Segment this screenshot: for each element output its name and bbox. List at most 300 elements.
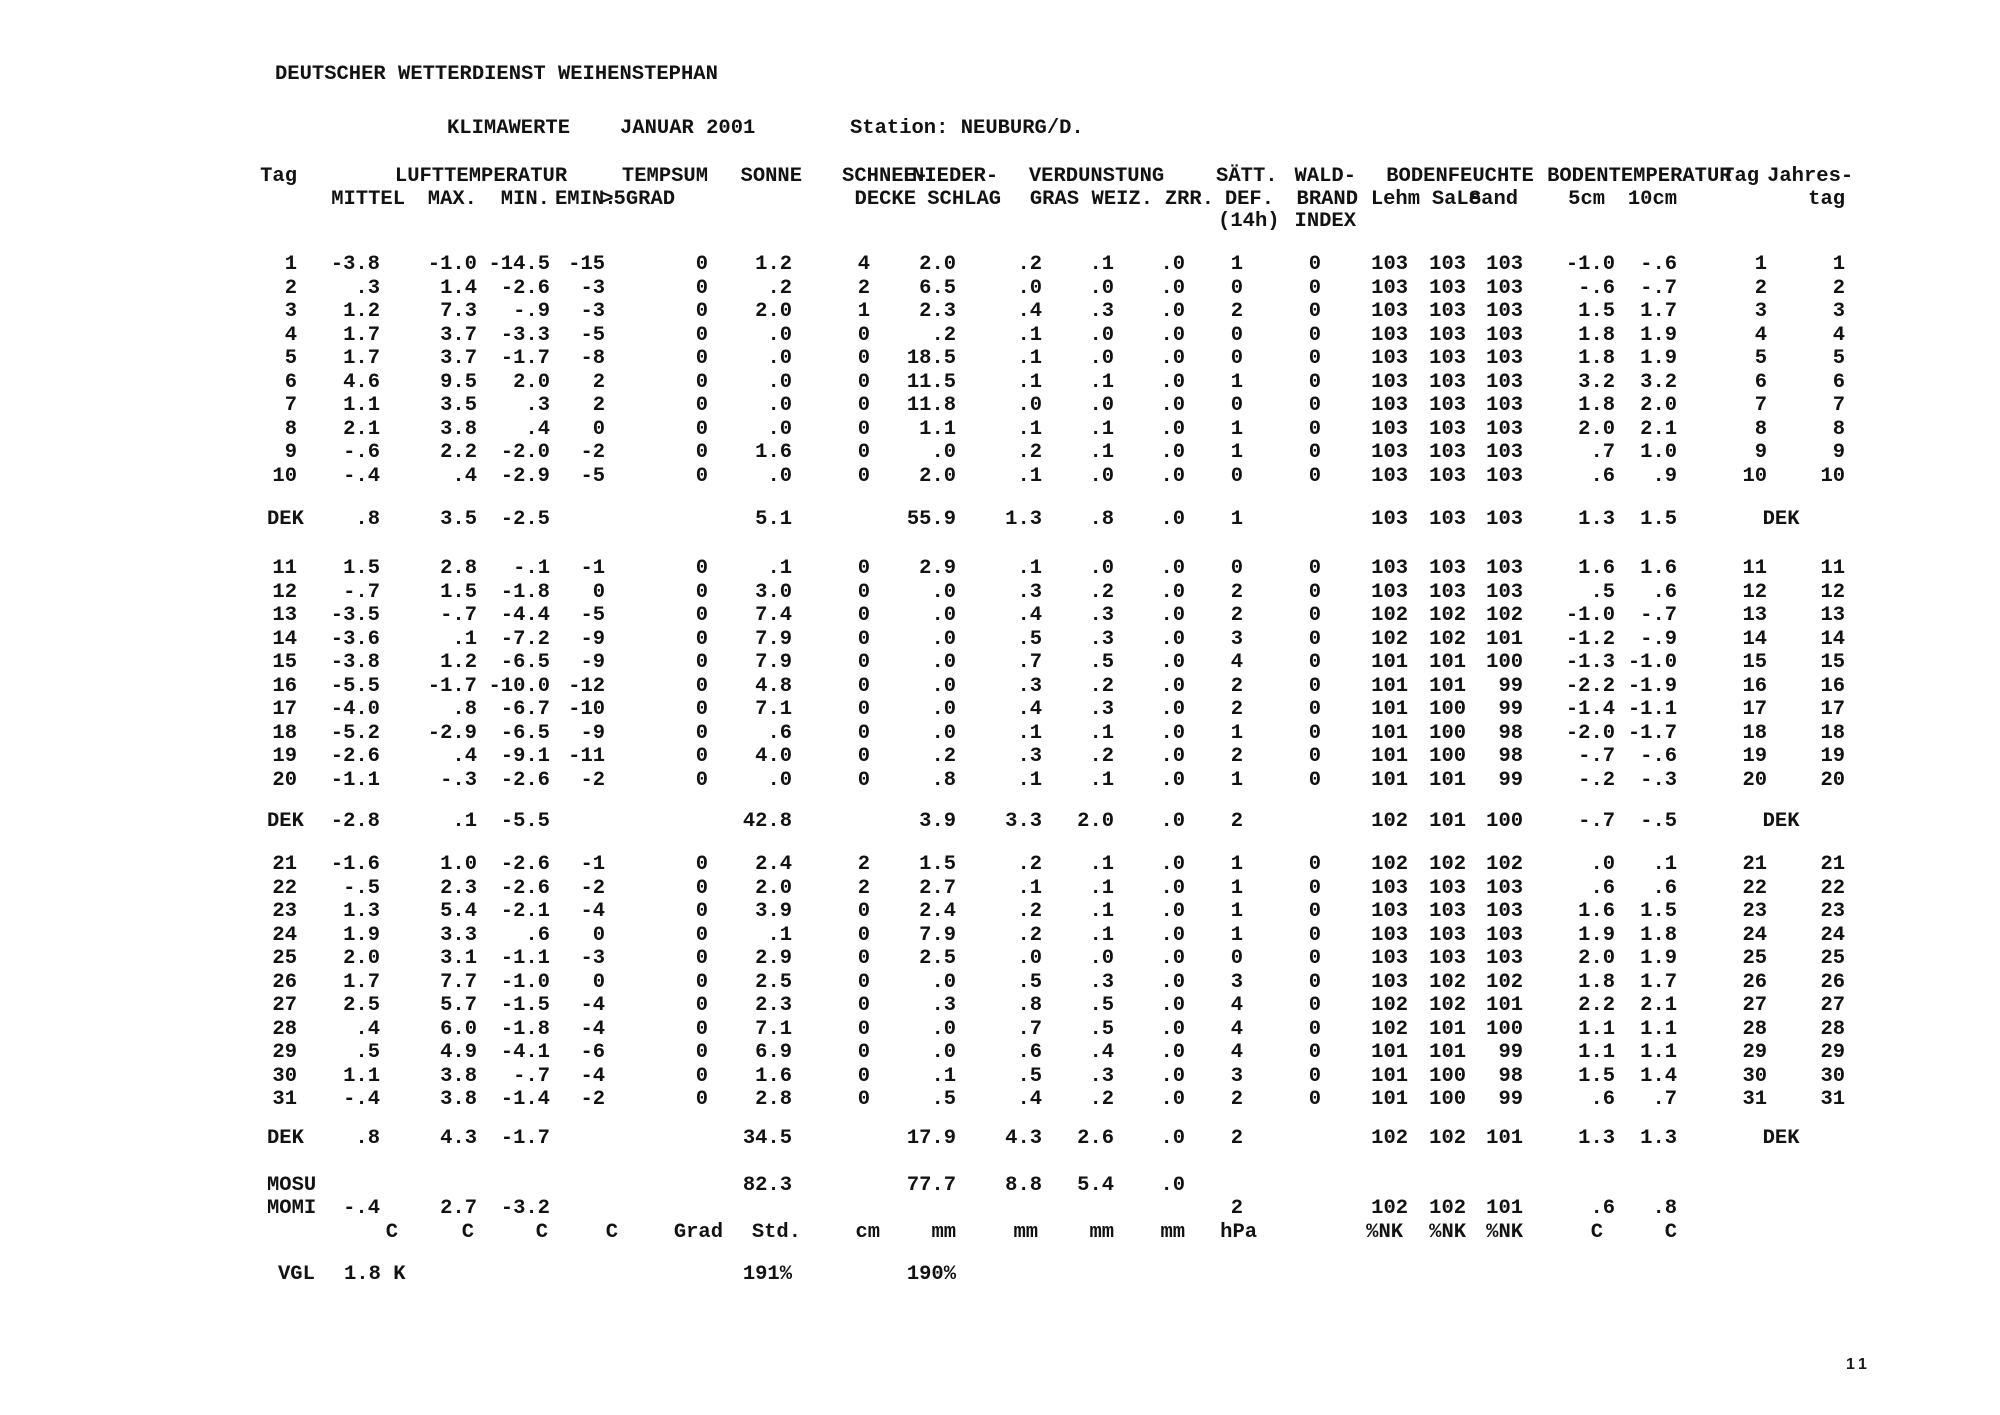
cell: 0 xyxy=(1308,1017,1322,1041)
cell: 27 xyxy=(1742,994,1768,1017)
cell xyxy=(550,810,605,834)
cell: 6.5 xyxy=(919,276,957,300)
cell: -.9 xyxy=(513,300,550,323)
col-header-schlag: SCHLAG xyxy=(927,188,1002,211)
cell: .0 xyxy=(767,464,793,488)
col-header-saettigungsdefizit: SÄTT. xyxy=(1216,165,1278,188)
cell: -.3 xyxy=(440,768,477,792)
cell: 22 xyxy=(272,876,297,900)
cell: 101 xyxy=(1371,698,1409,721)
cell: .5 xyxy=(931,1088,957,1111)
cell: 0 xyxy=(695,347,709,370)
cell xyxy=(1466,1263,1523,1287)
cell: 0 xyxy=(1308,627,1322,651)
cell: 0 xyxy=(1308,970,1322,994)
cell: -6.5 xyxy=(500,651,550,674)
cell: cm xyxy=(855,1220,881,1244)
cell: .0 xyxy=(1160,557,1186,580)
cell: 1.1 xyxy=(343,394,380,417)
cell: 1.8 xyxy=(1578,394,1616,417)
cell: .6 xyxy=(1652,876,1678,900)
table-row-dek2 xyxy=(216,810,1845,834)
cell: 103 xyxy=(1486,394,1524,417)
cell: -1.7 xyxy=(1627,721,1678,745)
cell: -15 xyxy=(568,253,606,276)
cell: 103 xyxy=(1371,464,1409,488)
col-header-tempsum: TEMPSUM xyxy=(621,165,709,188)
cell: 0 xyxy=(1308,1088,1322,1111)
cell: 2.9 xyxy=(755,947,793,970)
cell: 30 xyxy=(272,1064,297,1088)
cell: 3 xyxy=(1230,970,1244,994)
cell: 3.5 xyxy=(440,508,477,531)
cell: 98 xyxy=(1498,1064,1524,1088)
cell: 103 xyxy=(1371,300,1409,323)
cell: MOSU xyxy=(267,1173,317,1197)
cell: 42.8 xyxy=(742,810,793,833)
cell: .1 xyxy=(1652,853,1678,876)
cell: 0 xyxy=(1308,651,1322,674)
cell: 103 xyxy=(1371,441,1409,464)
cell: 1.8 xyxy=(1578,323,1616,347)
cell: 103 xyxy=(1429,580,1467,604)
cell: 17.9 xyxy=(906,1127,957,1150)
cell: .8 xyxy=(355,1127,380,1150)
cell: 103 xyxy=(1429,253,1467,276)
cell: .4 xyxy=(525,417,550,441)
cell: 26 xyxy=(272,970,297,994)
cell: DEK xyxy=(1762,810,1800,833)
cell xyxy=(1321,1263,1408,1287)
spacer-row xyxy=(216,834,1845,854)
cell xyxy=(1677,1197,1767,1221)
cell xyxy=(792,1174,870,1198)
cell: 102 xyxy=(1371,994,1409,1017)
cell: 1.1 xyxy=(1640,1041,1678,1064)
cell: 24 xyxy=(1820,923,1846,947)
cell: .2 xyxy=(1017,900,1043,923)
cell: -1.0 xyxy=(1627,651,1678,674)
cell: .0 xyxy=(931,970,957,994)
cell: 100 xyxy=(1486,810,1524,833)
cell: .1 xyxy=(1089,721,1115,745)
cell: -.7 xyxy=(1578,745,1616,768)
cell: 26 xyxy=(1742,970,1768,994)
cell: 8.8 xyxy=(1005,1173,1043,1197)
cell: .0 xyxy=(1160,508,1186,531)
cell: .6 xyxy=(1652,580,1678,604)
cell: .2 xyxy=(1089,674,1115,698)
cell: .0 xyxy=(1089,347,1115,370)
cell: -.7 xyxy=(1640,604,1678,627)
cell xyxy=(1114,1263,1185,1287)
cell: 103 xyxy=(1371,370,1409,394)
table-row-vgl xyxy=(216,1263,1845,1287)
cell xyxy=(1185,1263,1243,1287)
col-header-max: MAX. xyxy=(427,188,477,211)
cell: 0 xyxy=(695,417,709,441)
spacer-row xyxy=(216,1151,1845,1174)
cell: 1 xyxy=(1230,417,1244,441)
cell: -2.6 xyxy=(500,853,550,876)
cell: 31 xyxy=(1820,1088,1846,1111)
cell: .0 xyxy=(1160,441,1186,464)
cell: -2.9 xyxy=(500,464,550,488)
cell: .3 xyxy=(931,994,957,1017)
cell: 3.8 xyxy=(440,417,477,441)
cell: -.5 xyxy=(1640,810,1678,833)
cell: 1.9 xyxy=(1640,323,1678,347)
cell: 0 xyxy=(695,604,709,627)
header-spacer xyxy=(1677,189,1767,211)
cell: 6 xyxy=(284,370,297,394)
cell xyxy=(1767,1221,1845,1245)
cell: 0 xyxy=(1308,417,1322,441)
table-row-d27 xyxy=(216,994,1845,1018)
cell: .1 xyxy=(1017,557,1043,580)
cell: 102 xyxy=(1371,810,1409,833)
col-header-tag: Tag xyxy=(260,165,297,188)
cell: 3.8 xyxy=(440,1064,477,1088)
cell: 7 xyxy=(1832,394,1846,417)
cell: .5 xyxy=(1089,1017,1115,1041)
cell xyxy=(550,1197,605,1221)
cell xyxy=(605,810,708,834)
cell: .0 xyxy=(1089,276,1115,300)
cell: 1.5 xyxy=(919,853,957,876)
col-header-10cm: 10cm xyxy=(1627,188,1678,211)
cell: 3.2 xyxy=(1578,370,1616,394)
cell: 0 xyxy=(695,994,709,1017)
cell: 1.3 xyxy=(343,900,380,923)
cell: 103 xyxy=(1486,876,1524,900)
cell: .2 xyxy=(1017,441,1043,464)
cell: -9 xyxy=(580,721,606,745)
cell: 7.1 xyxy=(755,698,793,721)
cell: DEK xyxy=(1762,508,1800,531)
col-header-5cm: 5cm xyxy=(1568,188,1606,211)
cell: -9 xyxy=(580,627,606,651)
cell: .2 xyxy=(1017,853,1043,876)
cell: 21 xyxy=(1742,853,1768,876)
cell: mm xyxy=(931,1220,957,1244)
cell: 101 xyxy=(1371,1041,1409,1064)
cell: 0 xyxy=(695,853,709,876)
cell xyxy=(1243,1127,1321,1151)
cell: .3 xyxy=(1089,300,1115,323)
cell: 101 xyxy=(1371,745,1409,768)
cell: -2.6 xyxy=(500,276,550,300)
cell: 103 xyxy=(1429,900,1467,923)
table-row-d9 xyxy=(216,441,1845,465)
cell: 8 xyxy=(284,417,297,441)
cell: -.4 xyxy=(343,1197,380,1220)
cell: 103 xyxy=(1486,347,1524,370)
cell: 100 xyxy=(1429,721,1467,745)
cell xyxy=(1408,1263,1466,1287)
cell: 0 xyxy=(1308,580,1322,604)
cell xyxy=(1243,508,1321,532)
cell: 0 xyxy=(1308,853,1322,876)
cell: 0 xyxy=(695,580,709,604)
cell: 103 xyxy=(1429,464,1467,488)
cell: 12 xyxy=(1742,580,1768,604)
cell: 1 xyxy=(1230,900,1244,923)
cell: .3 xyxy=(1017,580,1043,604)
cell: 0 xyxy=(1308,994,1322,1017)
cell: 9.5 xyxy=(440,370,477,394)
cell: .0 xyxy=(1089,464,1115,488)
cell: .0 xyxy=(1160,674,1186,698)
cell: .1 xyxy=(1089,853,1115,876)
cell: 21 xyxy=(272,853,297,876)
col-header-14h: (14h) xyxy=(1218,210,1280,233)
cell: 6 xyxy=(1832,370,1846,394)
cell: 15 xyxy=(1820,651,1846,674)
cell: 0 xyxy=(857,1088,871,1111)
cell: 5.4 xyxy=(440,900,477,923)
cell: .8 xyxy=(1089,508,1115,531)
cell: 1 xyxy=(1230,508,1244,531)
cell: 0 xyxy=(1230,557,1244,580)
cell: .0 xyxy=(1160,1127,1186,1150)
cell: 100 xyxy=(1429,1088,1467,1111)
cell: 1 xyxy=(1230,721,1244,745)
cell: 1.7 xyxy=(1640,970,1678,994)
cell: .8 xyxy=(931,768,957,792)
cell: hPa xyxy=(1220,1220,1258,1244)
cell: -.6 xyxy=(1640,745,1678,768)
cell: 4 xyxy=(1230,1041,1244,1064)
cell: 103 xyxy=(1371,876,1409,900)
cell: 9 xyxy=(1754,441,1768,464)
col-header-index: INDEX xyxy=(1294,210,1357,233)
cell: 0 xyxy=(1308,1041,1322,1064)
cell: 101 xyxy=(1429,1041,1467,1064)
cell: 103 xyxy=(1486,323,1524,347)
cell: 1.9 xyxy=(1640,347,1678,370)
cell: 1.4 xyxy=(1640,1064,1678,1088)
cell: .0 xyxy=(1160,300,1186,323)
cell: 0 xyxy=(695,1088,709,1111)
cell: 0 xyxy=(857,721,871,745)
cell: 2.0 xyxy=(1640,394,1678,417)
cell: 1.1 xyxy=(1578,1041,1616,1064)
cell: 0 xyxy=(1308,441,1322,464)
cell: 15 xyxy=(272,651,297,674)
cell: 2 xyxy=(592,370,606,394)
cell: .1 xyxy=(1089,876,1115,900)
cell: 14 xyxy=(272,627,297,651)
cell xyxy=(792,1197,870,1221)
col-header-mittel: MITTEL xyxy=(331,188,405,211)
cell: 101 xyxy=(1429,651,1467,674)
cell: -1.1 xyxy=(500,947,550,970)
cell: 1.3 xyxy=(1578,508,1616,531)
cell: 103 xyxy=(1486,417,1524,441)
cell: 190% xyxy=(906,1262,957,1286)
cell: .0 xyxy=(1160,627,1186,651)
cell xyxy=(605,1263,708,1287)
col-header-def: DEF. xyxy=(1224,188,1275,211)
spacer xyxy=(216,488,1845,508)
table-row-dek1 xyxy=(216,508,1845,532)
cell: 4 xyxy=(1754,323,1768,347)
cell: 1.5 xyxy=(1640,900,1678,923)
cell: 2.0 xyxy=(1077,810,1115,833)
cell: .0 xyxy=(931,604,957,627)
cell: 0 xyxy=(695,1041,709,1064)
cell: 14 xyxy=(1820,627,1846,651)
cell: 1 xyxy=(284,253,297,276)
cell: .0 xyxy=(1160,1064,1186,1088)
cell: .0 xyxy=(1160,347,1186,370)
cell: 0 xyxy=(1308,900,1322,923)
cell: 1 xyxy=(1230,441,1244,464)
cell: 103 xyxy=(1486,923,1524,947)
cell: .7 xyxy=(1590,441,1616,464)
cell: .1 xyxy=(1017,876,1043,900)
cell: .0 xyxy=(1160,1088,1186,1111)
cell: -4.1 xyxy=(500,1041,550,1064)
cell: .9 xyxy=(1652,464,1678,488)
cell: 2 xyxy=(1230,698,1244,721)
cell: 103 xyxy=(1371,947,1409,970)
cell: 2.0 xyxy=(1578,417,1616,441)
col-header-weiz: WEIZ. xyxy=(1091,188,1154,211)
cell: 100 xyxy=(1429,1064,1467,1088)
cell: 2.3 xyxy=(440,876,477,900)
col-header-emin: EMIN. xyxy=(555,188,617,211)
cell: 9 xyxy=(1832,441,1846,464)
cell: .0 xyxy=(1160,651,1186,674)
cell: 103 xyxy=(1429,508,1467,531)
cell: -1.8 xyxy=(500,1017,550,1041)
cell: 103 xyxy=(1486,276,1524,300)
col-header-zrr: ZRR. xyxy=(1164,188,1215,211)
cell: 29 xyxy=(272,1041,297,1064)
cell: .3 xyxy=(355,276,380,300)
cell xyxy=(792,508,870,532)
document-period: JANUAR 2001 xyxy=(620,117,756,140)
cell xyxy=(550,1174,605,1198)
col-header-decke: DECKE xyxy=(854,188,917,211)
cell: -4.4 xyxy=(500,604,550,627)
cell: 2.1 xyxy=(1640,994,1678,1017)
cell: 101 xyxy=(1486,994,1524,1017)
cell: 0 xyxy=(857,417,871,441)
cell: .4 xyxy=(1089,1041,1115,1064)
cell: 3 xyxy=(1230,1064,1244,1088)
cell: .5 xyxy=(1590,580,1616,604)
cell: 1.9 xyxy=(1578,923,1616,947)
cell: 103 xyxy=(1429,923,1467,947)
table-row-dek3 xyxy=(216,1127,1845,1151)
cell: 12 xyxy=(1820,580,1846,604)
cell: .4 xyxy=(1017,1088,1043,1111)
cell: 0 xyxy=(1308,276,1322,300)
cell: C xyxy=(1590,1220,1604,1244)
cell: 103 xyxy=(1429,394,1467,417)
cell xyxy=(1677,1174,1767,1198)
cell: 28 xyxy=(1820,1017,1846,1041)
cell: 0 xyxy=(857,745,871,768)
table-row-d2 xyxy=(216,277,1845,301)
cell: .0 xyxy=(1160,370,1186,394)
cell: 3.2 xyxy=(1640,370,1678,394)
cell: .4 xyxy=(452,464,477,488)
cell: 103 xyxy=(1429,323,1467,347)
cell: -.9 xyxy=(1640,627,1678,651)
cell: 103 xyxy=(1486,580,1524,604)
cell: Std. xyxy=(751,1220,802,1244)
cell: -1.8 xyxy=(500,580,550,604)
cell: 0 xyxy=(1308,370,1322,394)
cell: 3 xyxy=(1230,627,1244,651)
cell: 103 xyxy=(1429,947,1467,970)
cell: 20 xyxy=(1742,768,1768,792)
cell: 77.7 xyxy=(906,1173,957,1197)
cell: 0 xyxy=(857,768,871,792)
cell: .0 xyxy=(1160,853,1186,876)
cell: -2.8 xyxy=(330,810,380,833)
cell: 2 xyxy=(1230,1197,1244,1220)
cell xyxy=(1615,1174,1677,1198)
cell: 1 xyxy=(1230,853,1244,876)
cell: 0 xyxy=(592,417,606,441)
cell: C xyxy=(1664,1220,1678,1244)
cell: -2.5 xyxy=(500,508,550,531)
cell: -2.6 xyxy=(500,768,550,792)
cell: DEK xyxy=(267,1127,304,1150)
table-row-d29 xyxy=(216,1041,1845,1065)
cell: .0 xyxy=(1160,994,1186,1017)
table-row-d23 xyxy=(216,900,1845,924)
cell: 1.2 xyxy=(440,651,477,674)
cell: 25 xyxy=(1820,947,1846,970)
cell: -1.1 xyxy=(330,768,380,792)
cell: -6.5 xyxy=(500,721,550,745)
cell: 3.0 xyxy=(755,580,793,604)
cell: 0 xyxy=(857,698,871,721)
cell: 17 xyxy=(1820,698,1846,721)
cell: -1.7 xyxy=(427,674,477,698)
cell xyxy=(1042,1263,1114,1287)
cell: .1 xyxy=(452,627,477,651)
cell: 98 xyxy=(1498,721,1524,745)
cell: .0 xyxy=(931,1017,957,1041)
cell: .1 xyxy=(1089,441,1115,464)
cell: .5 xyxy=(1017,1064,1043,1088)
cell: .0 xyxy=(931,674,957,698)
spacer-row xyxy=(216,488,1845,508)
cell: 0 xyxy=(695,557,709,580)
cell: 99 xyxy=(1498,1041,1524,1064)
cell: 2.0 xyxy=(1578,947,1616,970)
cell: 19 xyxy=(272,745,297,768)
table-row-d25 xyxy=(216,947,1845,971)
cell: mm xyxy=(1089,1220,1115,1244)
cell: 103 xyxy=(1371,923,1409,947)
cell: -9 xyxy=(580,651,606,674)
table-row-d26 xyxy=(216,971,1845,995)
cell: 0 xyxy=(1230,276,1244,300)
cell xyxy=(1243,1174,1321,1198)
cell: .8 xyxy=(1017,994,1043,1017)
cell xyxy=(1185,1174,1243,1198)
cell: 0 xyxy=(695,970,709,994)
cell: 102 xyxy=(1486,604,1524,627)
